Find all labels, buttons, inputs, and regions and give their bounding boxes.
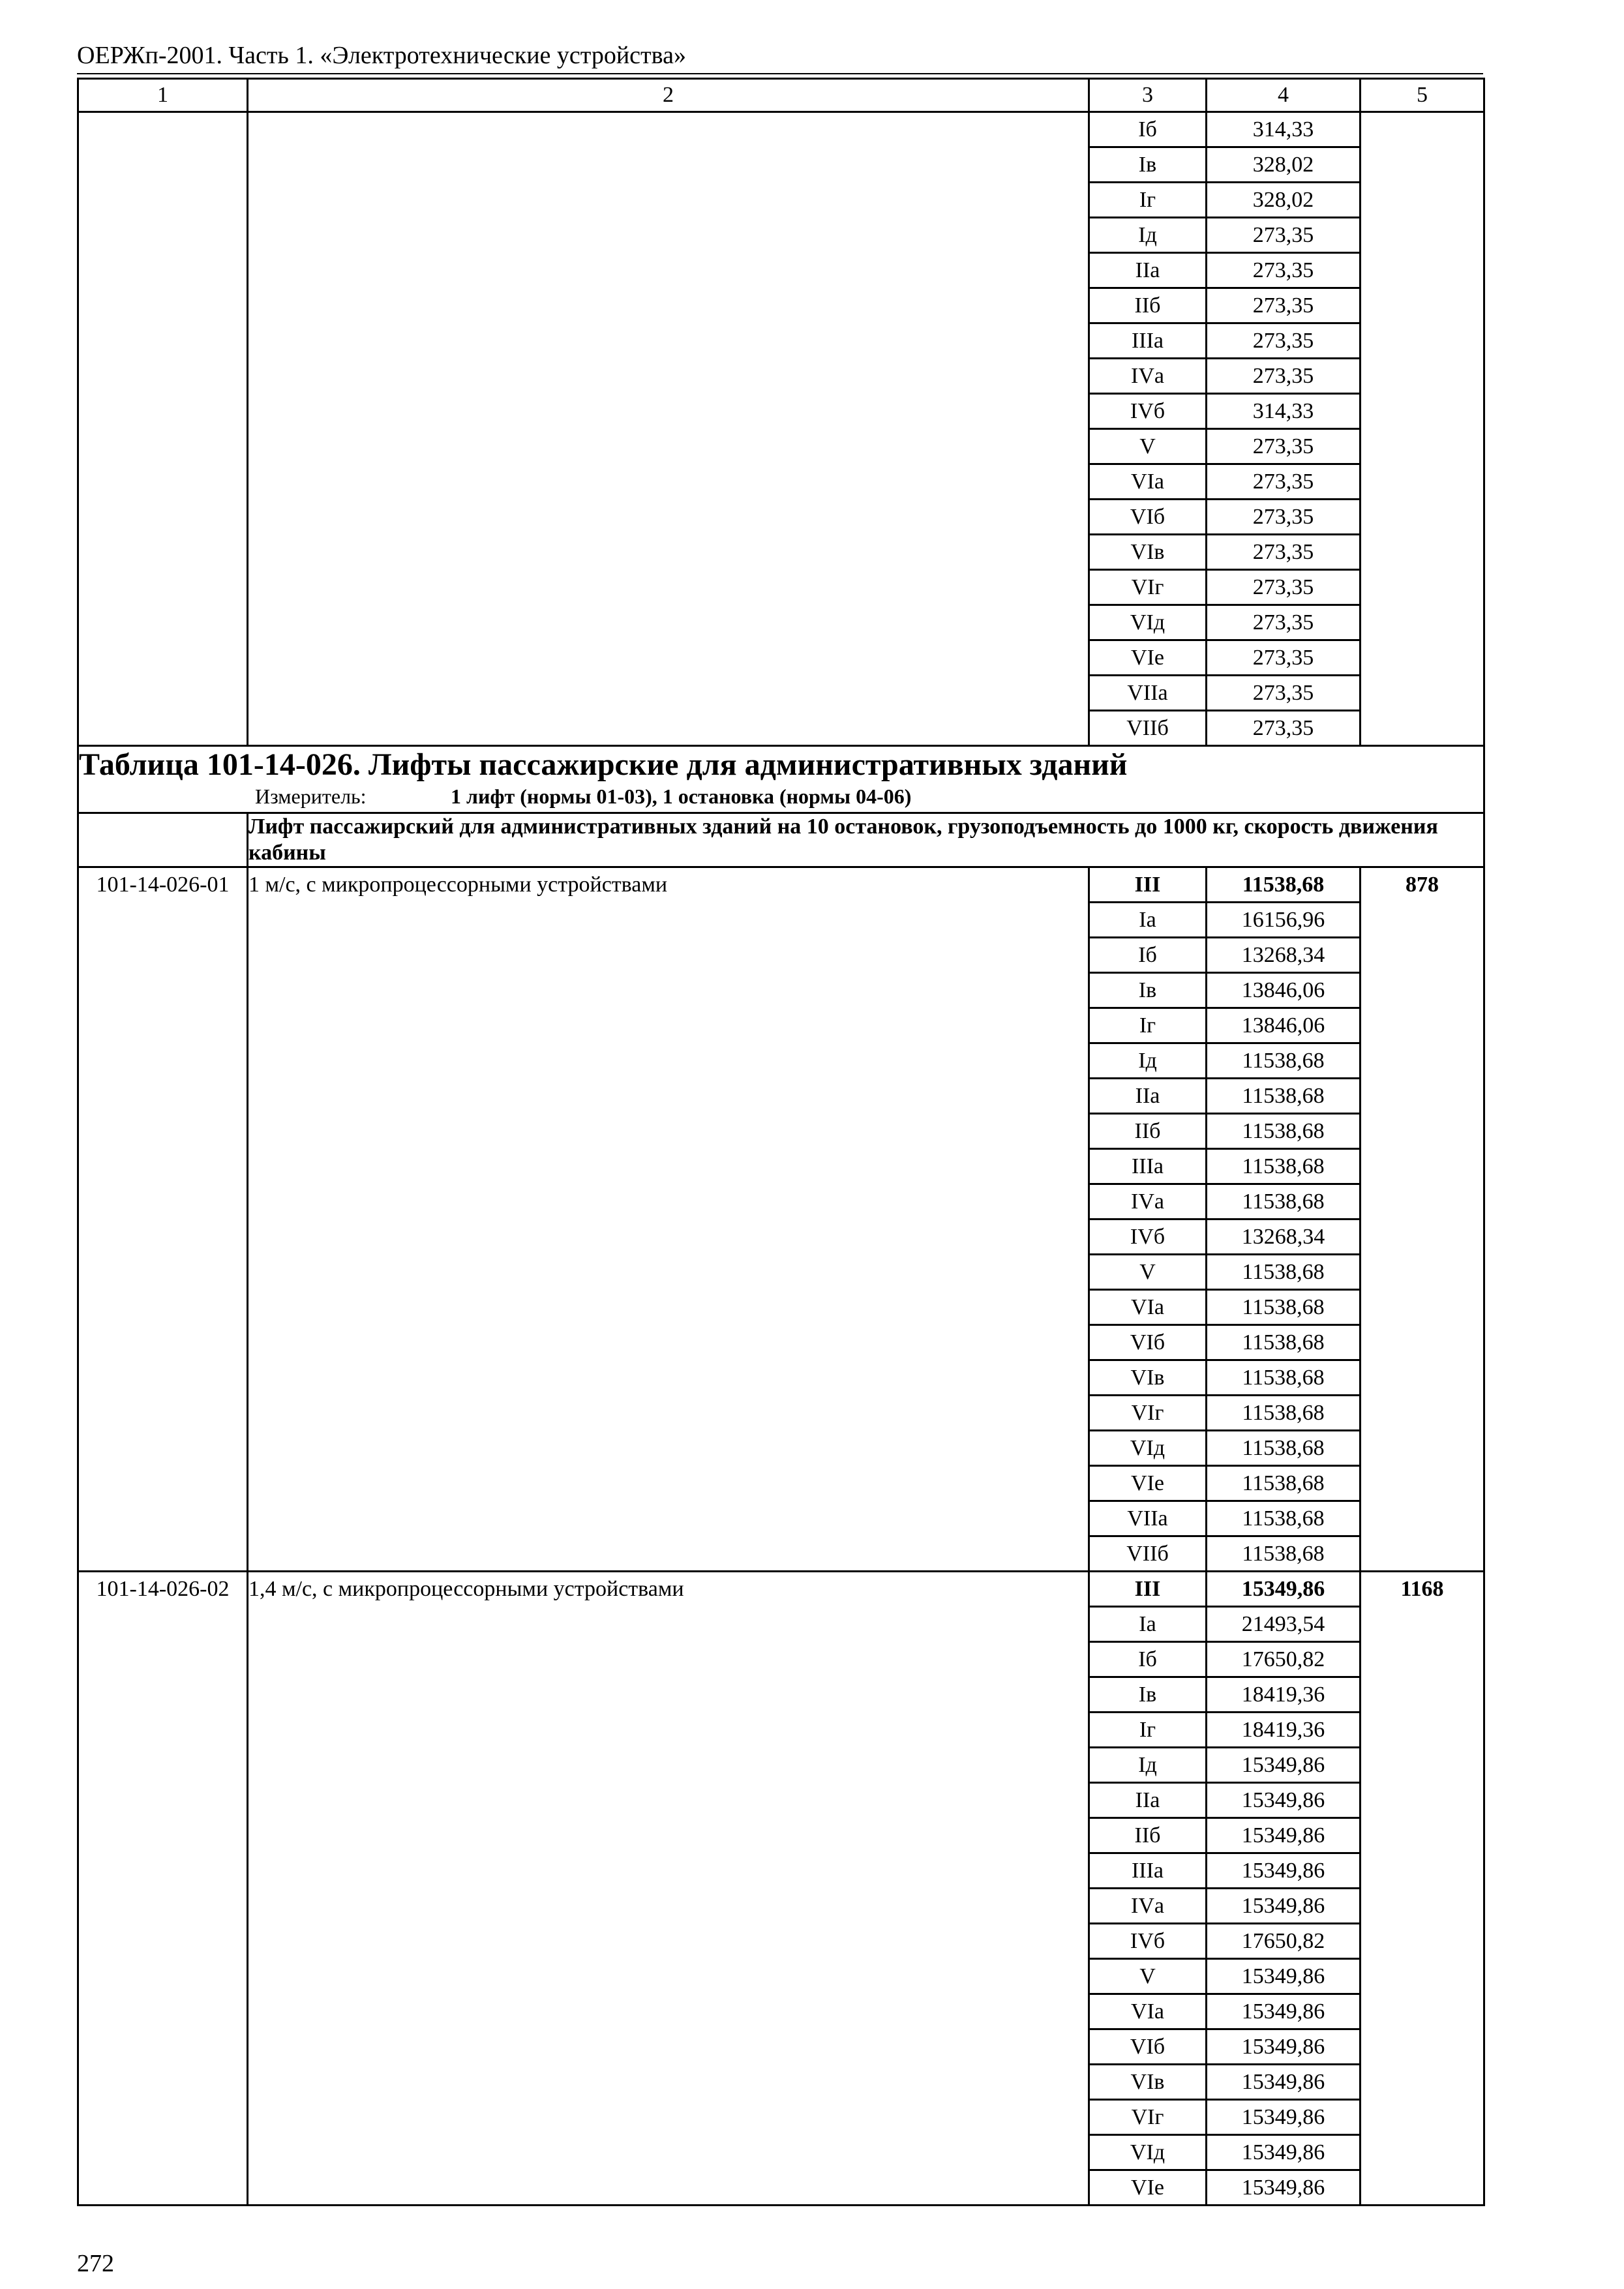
zone-cell: IVб bbox=[1089, 394, 1207, 429]
value-cell: 15349,86 bbox=[1207, 1818, 1361, 1853]
value-cell: 273,35 bbox=[1207, 429, 1361, 464]
zone-cell: V bbox=[1089, 429, 1207, 464]
value-cell: 273,35 bbox=[1207, 218, 1361, 253]
column-header-5: 5 bbox=[1361, 79, 1484, 112]
value-cell: 11538,68 bbox=[1207, 1325, 1361, 1360]
zone-cell: Iг bbox=[1089, 183, 1207, 218]
value-cell: 15349,86 bbox=[1207, 2100, 1361, 2135]
value-cell: 13268,34 bbox=[1207, 938, 1361, 973]
rates-table-body bbox=[78, 79, 1484, 2206]
value-cell: 328,02 bbox=[1207, 183, 1361, 218]
value-cell: 11538,68 bbox=[1207, 1396, 1361, 1431]
value-cell: 328,02 bbox=[1207, 147, 1361, 183]
zone-cell: VIIб bbox=[1089, 711, 1207, 746]
zone-cell: Iг bbox=[1089, 1008, 1207, 1043]
zone-cell: VIб bbox=[1089, 2029, 1207, 2065]
value-cell: 314,33 bbox=[1207, 394, 1361, 429]
zone-cell: VIIа bbox=[1089, 676, 1207, 711]
value-cell: 11538,68 bbox=[1207, 1184, 1361, 1219]
value-cell: 15349,86 bbox=[1207, 1572, 1361, 1607]
value-cell: 11538,68 bbox=[1207, 1114, 1361, 1149]
zone-cell: VIIб bbox=[1089, 1536, 1207, 1572]
column-header-1: 1 bbox=[78, 79, 248, 112]
zone-cell: IIа bbox=[1089, 253, 1207, 288]
value-cell: 273,35 bbox=[1207, 359, 1361, 394]
zone-cell: VIе bbox=[1089, 640, 1207, 676]
value-cell: 18419,36 bbox=[1207, 1713, 1361, 1748]
zone-cell: VIб bbox=[1089, 1325, 1207, 1360]
continuation-row bbox=[78, 112, 1484, 147]
zone-cell: IIб bbox=[1089, 288, 1207, 323]
value-cell: 11538,68 bbox=[1207, 1290, 1361, 1325]
zone-cell: Iв bbox=[1089, 1677, 1207, 1713]
zone-cell: Iд bbox=[1089, 1748, 1207, 1783]
zone-cell: Iа bbox=[1089, 903, 1207, 938]
value-cell: 273,35 bbox=[1207, 640, 1361, 676]
value-cell: 17650,82 bbox=[1207, 1642, 1361, 1677]
value-cell: 15349,86 bbox=[1207, 2170, 1361, 2206]
value-cell: 15349,86 bbox=[1207, 2029, 1361, 2065]
zone-cell: VIг bbox=[1089, 2100, 1207, 2135]
page-number: 272 bbox=[77, 2250, 114, 2277]
zone-cell: IVб bbox=[1089, 1219, 1207, 1255]
header-rule bbox=[77, 73, 1483, 74]
value-cell: 15349,86 bbox=[1207, 2135, 1361, 2170]
zone-cell: Iг bbox=[1089, 1713, 1207, 1748]
value-cell: 273,35 bbox=[1207, 711, 1361, 746]
zone-cell: III bbox=[1089, 867, 1207, 903]
value-cell: 273,35 bbox=[1207, 535, 1361, 570]
zone-cell: V bbox=[1089, 1255, 1207, 1290]
column-header-2: 2 bbox=[248, 79, 1089, 112]
item-name bbox=[248, 112, 1089, 746]
zone-cell: IIб bbox=[1089, 1114, 1207, 1149]
item-code bbox=[78, 112, 248, 746]
zone-cell: IIIа bbox=[1089, 1853, 1207, 1889]
zone-cell: III bbox=[1089, 1572, 1207, 1607]
zone-cell: VIа bbox=[1089, 1290, 1207, 1325]
description-row bbox=[78, 813, 1484, 867]
zone-cell: IVа bbox=[1089, 359, 1207, 394]
value-cell: 17650,82 bbox=[1207, 1924, 1361, 1959]
zone-cell: VIв bbox=[1089, 2065, 1207, 2100]
item-row bbox=[78, 867, 1484, 903]
item-code: 101-14-026-02 bbox=[78, 1572, 248, 2206]
column-header-row bbox=[78, 79, 1484, 112]
zone-cell: IIIа bbox=[1089, 1149, 1207, 1184]
value-cell: 15349,86 bbox=[1207, 1748, 1361, 1783]
value-cell: 273,35 bbox=[1207, 570, 1361, 605]
zone-cell: IIб bbox=[1089, 1818, 1207, 1853]
item-col5: 878 bbox=[1361, 867, 1484, 1572]
zone-cell: Iв bbox=[1089, 147, 1207, 183]
value-cell: 11538,68 bbox=[1207, 1149, 1361, 1184]
value-cell: 11538,68 bbox=[1207, 1536, 1361, 1572]
zone-cell: Iб bbox=[1089, 112, 1207, 147]
table-title: Таблица 101-14-026. Лифты пассажирские для административных зданий bbox=[79, 747, 1128, 782]
value-cell: 11538,68 bbox=[1207, 1043, 1361, 1079]
zone-cell: VIе bbox=[1089, 2170, 1207, 2206]
zone-cell: VIе bbox=[1089, 1466, 1207, 1501]
value-cell: 15349,86 bbox=[1207, 1889, 1361, 1924]
value-cell: 15349,86 bbox=[1207, 1959, 1361, 1994]
zone-cell: V bbox=[1089, 1959, 1207, 1994]
value-cell: 15349,86 bbox=[1207, 1853, 1361, 1889]
zone-cell: IIIа bbox=[1089, 323, 1207, 359]
item-name: 1 м/с, с микропроцессорными устройствами bbox=[248, 867, 1089, 1572]
value-cell: 273,35 bbox=[1207, 323, 1361, 359]
zone-cell: VIа bbox=[1089, 464, 1207, 500]
zone-cell: Iа bbox=[1089, 1607, 1207, 1642]
value-cell: 13268,34 bbox=[1207, 1219, 1361, 1255]
measure-value: 1 лифт (нормы 01-03), 1 остановка (нормы 04-06) bbox=[451, 785, 912, 808]
item-col5 bbox=[1361, 112, 1484, 746]
value-cell: 273,35 bbox=[1207, 464, 1361, 500]
column-header-3: 3 bbox=[1089, 79, 1207, 112]
zone-cell: VIIа bbox=[1089, 1501, 1207, 1536]
zone-cell: VIд bbox=[1089, 1431, 1207, 1466]
measure-label: Измеритель: bbox=[255, 785, 367, 808]
item-row bbox=[78, 1572, 1484, 1607]
measure-line bbox=[79, 783, 1483, 812]
zone-cell: Iд bbox=[1089, 218, 1207, 253]
value-cell: 273,35 bbox=[1207, 605, 1361, 640]
value-cell: 273,35 bbox=[1207, 288, 1361, 323]
value-cell: 15349,86 bbox=[1207, 2065, 1361, 2100]
value-cell: 16156,96 bbox=[1207, 903, 1361, 938]
column-header-4: 4 bbox=[1207, 79, 1361, 112]
value-cell: 11538,68 bbox=[1207, 867, 1361, 903]
item-name: 1,4 м/с, с микропроцессорными устройствами bbox=[248, 1572, 1089, 2206]
value-cell: 11538,68 bbox=[1207, 1360, 1361, 1396]
value-cell: 273,35 bbox=[1207, 676, 1361, 711]
page-header: ОЕРЖп-2001. Часть 1. «Электротехнические устройства» bbox=[77, 42, 686, 69]
zone-cell: IIа bbox=[1089, 1783, 1207, 1818]
value-cell: 273,35 bbox=[1207, 253, 1361, 288]
value-cell: 21493,54 bbox=[1207, 1607, 1361, 1642]
zone-cell: Iб bbox=[1089, 1642, 1207, 1677]
zone-cell: VIг bbox=[1089, 1396, 1207, 1431]
zone-cell: VIб bbox=[1089, 500, 1207, 535]
value-cell: 15349,86 bbox=[1207, 1783, 1361, 1818]
zone-cell: IVа bbox=[1089, 1889, 1207, 1924]
value-cell: 15349,86 bbox=[1207, 1994, 1361, 2029]
table-title-cell bbox=[78, 746, 1484, 813]
item-code: 101-14-026-01 bbox=[78, 867, 248, 1572]
zone-cell: IIа bbox=[1089, 1079, 1207, 1114]
zone-cell: VIд bbox=[1089, 2135, 1207, 2170]
value-cell: 11538,68 bbox=[1207, 1431, 1361, 1466]
value-cell: 11538,68 bbox=[1207, 1501, 1361, 1536]
value-cell: 11538,68 bbox=[1207, 1255, 1361, 1290]
zone-cell: Iв bbox=[1089, 973, 1207, 1008]
zone-cell: Iд bbox=[1089, 1043, 1207, 1079]
zone-cell: VIв bbox=[1089, 535, 1207, 570]
zone-cell: VIа bbox=[1089, 1994, 1207, 2029]
item-col5: 1168 bbox=[1361, 1572, 1484, 2206]
rates-table bbox=[77, 78, 1485, 2206]
description-text: Лифт пассажирский для административных зданий на 10 остановок, грузоподъемность до 1000 кг, скорость движения кабины bbox=[248, 813, 1484, 867]
table-title-row bbox=[78, 746, 1484, 813]
zone-cell: VIв bbox=[1089, 1360, 1207, 1396]
value-cell: 13846,06 bbox=[1207, 973, 1361, 1008]
value-cell: 13846,06 bbox=[1207, 1008, 1361, 1043]
value-cell: 11538,68 bbox=[1207, 1079, 1361, 1114]
zone-cell: Iб bbox=[1089, 938, 1207, 973]
value-cell: 18419,36 bbox=[1207, 1677, 1361, 1713]
value-cell: 314,33 bbox=[1207, 112, 1361, 147]
zone-cell: VIд bbox=[1089, 605, 1207, 640]
zone-cell: IVб bbox=[1089, 1924, 1207, 1959]
value-cell: 273,35 bbox=[1207, 500, 1361, 535]
value-cell: 11538,68 bbox=[1207, 1466, 1361, 1501]
zone-cell: VIг bbox=[1089, 570, 1207, 605]
zone-cell: IVа bbox=[1089, 1184, 1207, 1219]
description-blank bbox=[78, 813, 248, 867]
